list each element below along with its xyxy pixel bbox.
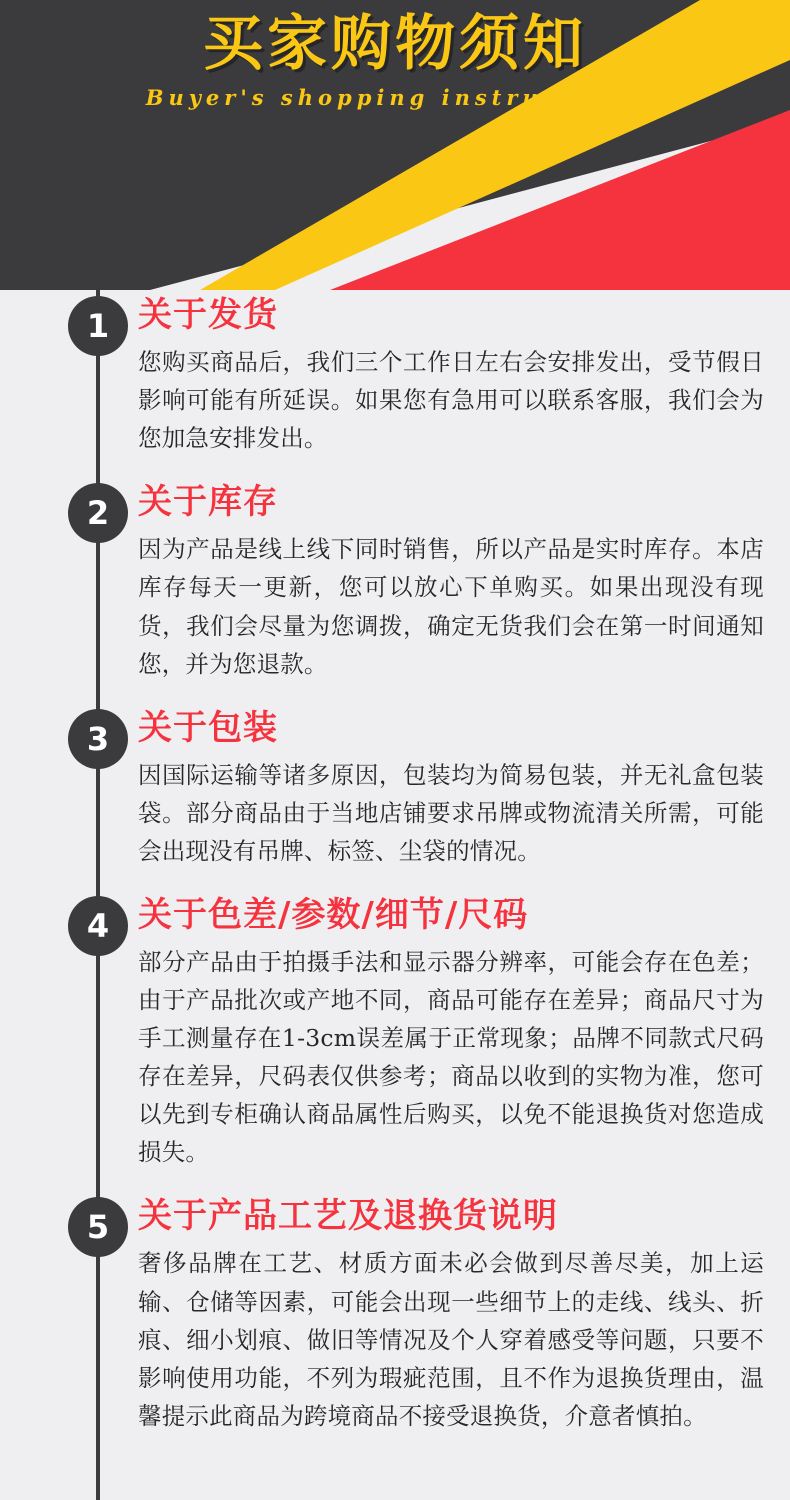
step-badge: 2	[68, 483, 128, 543]
item-title: 关于库存	[138, 482, 278, 523]
list-item	[0, 483, 790, 682]
instruction-list	[0, 290, 790, 1435]
item-body	[138, 896, 790, 1171]
item-title: 关于色差/参数/细节/尺码	[138, 894, 529, 935]
item-body	[138, 1197, 790, 1434]
page-subtitle: Buyer's shopping instructions	[145, 85, 645, 110]
item-title: 关于产品工艺及退换货说明	[138, 1196, 558, 1237]
step-badge: 1	[68, 296, 128, 356]
step-badge: 5	[68, 1197, 128, 1257]
list-item	[0, 896, 790, 1171]
item-body	[138, 483, 790, 682]
list-item	[0, 296, 790, 457]
item-title: 关于发货	[138, 295, 278, 335]
page-title: 买家购物须知	[203, 9, 587, 79]
instructions-content	[0, 290, 790, 1500]
item-text: 奢侈品牌在工艺、材质方面未必会做到尽善尽美，加上运输、仓储等因素，可能会出现一些细节上的走线、线头、折痕、细小划痕、做旧等情况及个人穿着感受等问题，只要不影响使用功能，不列为瑕疵范围，且不作为退换货理由，温馨提示此商品为跨境商品不接受退换货，介意者慎拍。	[138, 1249, 764, 1430]
item-text: 因国际运输等诸多原因，包装均为简易包装，并无礼盒包装袋。部分商品由于当地店铺要求吊牌或物流清关所需，可能会出现没有吊牌、标签、尘袋的情况。	[138, 760, 764, 865]
list-item	[0, 709, 790, 870]
list-item	[0, 1197, 790, 1434]
step-badge: 3	[68, 709, 128, 769]
item-body	[138, 296, 790, 457]
header-title-group	[0, 10, 790, 110]
item-text: 部分产品由于拍摄手法和显示器分辨率，可能会存在色差；由于产品批次或产地不同，商品可能存在差异；商品尺寸为手工测量存在1-3cm误差属于正常现象；品牌不同款式尺码存在差异，尺码表仅供参考；商品以收到的实物为准，您可以先到专柜确认商品属性后购买，以免不能退换货对您造成损失。	[138, 948, 764, 1167]
item-title: 关于包装	[138, 707, 278, 748]
page-header	[0, 0, 790, 290]
item-body	[138, 709, 790, 870]
item-text: 您购买商品后，我们三个工作日左右会安排发出，受节假日影响可能有所延误。如果您有急用可以联系客服，我们会为您加急安排发出。	[138, 348, 764, 453]
step-badge: 4	[68, 896, 128, 956]
item-text: 因为产品是线上线下同时销售，所以产品是实时库存。本店库存每天一更新，您可以放心下单购买。如果出现没有现货，我们会尽量为您调拨，确定无货我们会在第一时间通知您，并为您退款。	[138, 535, 764, 678]
